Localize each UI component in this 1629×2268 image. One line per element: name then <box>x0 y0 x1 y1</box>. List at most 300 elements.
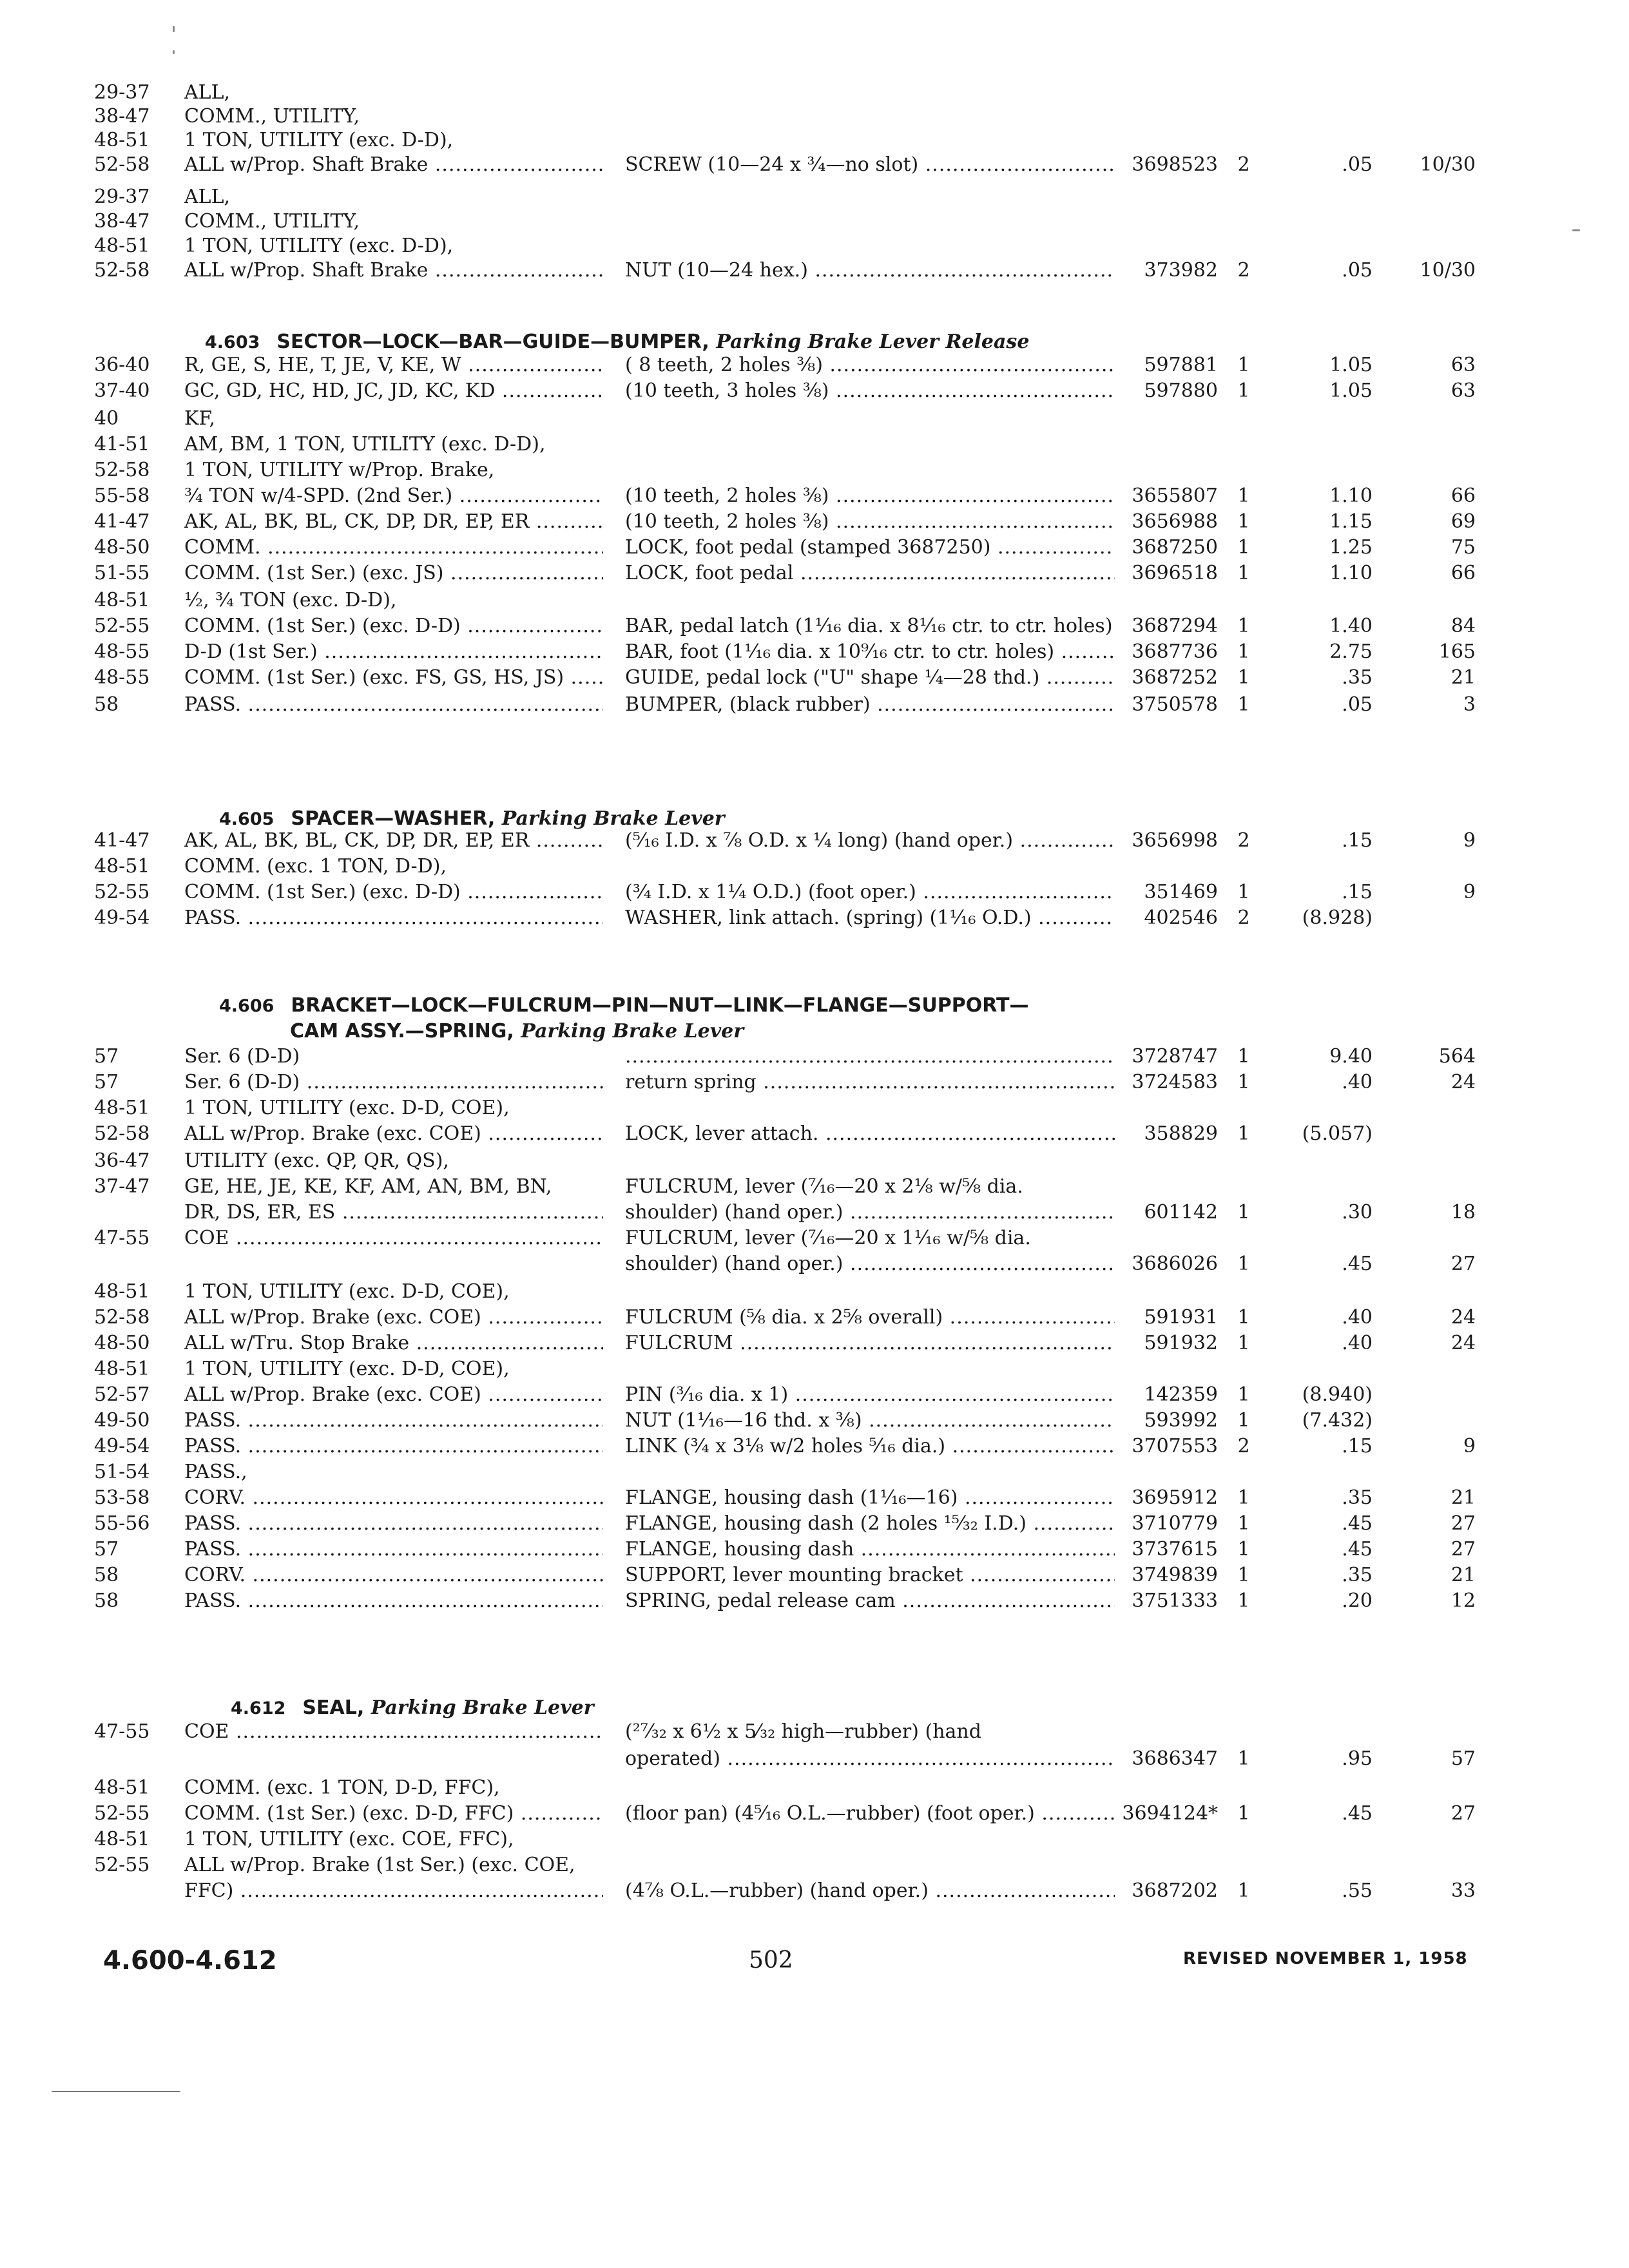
dealer-price-cell: 63 <box>1451 380 1476 402</box>
models-cell: PASS. ..... <box>184 1433 603 1460</box>
part-number-cell: 3656988 <box>1132 510 1218 533</box>
dealer-price-cell: 24 <box>1451 1332 1476 1354</box>
models-cell: COMM. (exc. 1 TON, D-D, FFC), <box>184 1776 500 1799</box>
years-cell: 55-56 <box>94 1512 150 1535</box>
models-cell: ALL, <box>184 81 231 104</box>
list-price-cell: (7.432) <box>1302 1409 1373 1432</box>
part-number-cell: 597881 <box>1144 354 1218 376</box>
scan-speck <box>173 50 175 54</box>
parts-row <box>0 560 1629 587</box>
section-number: 4.603 <box>205 332 260 352</box>
section-number: 4.612 <box>231 1698 286 1718</box>
description-cell: (¾ I.D. x 1¼ O.D.) (foot oper.) ..... <box>625 879 1115 906</box>
quantity-cell: 1 <box>1237 1306 1250 1329</box>
years-cell: 49-54 <box>94 1435 150 1457</box>
part-number-cell: 351469 <box>1144 881 1218 903</box>
description-cell: PIN (³⁄₁₆ dia. x 1) ..... <box>625 1381 1115 1408</box>
models-cell: Ser. 6 (D-D) <box>184 1045 300 1068</box>
quantity-cell: 1 <box>1237 354 1250 376</box>
part-number-cell: 3724583 <box>1132 1071 1218 1093</box>
models-cell: COMM. (1st Ser.) (exc. JS) ..... <box>184 560 603 587</box>
quantity-cell: 2 <box>1237 259 1250 282</box>
parts-row <box>0 1173 1629 1200</box>
parts-row <box>0 257 1629 284</box>
years-cell: 48-51 <box>94 589 150 611</box>
dealer-price-cell: 564 <box>1438 1045 1476 1068</box>
list-price-cell: .15 <box>1342 1435 1373 1457</box>
models-cell: AM, BM, 1 TON, UTILITY (exc. D-D), <box>184 433 546 456</box>
years-cell: 57 <box>94 1538 119 1561</box>
description-cell: (4⅞ O.L.—rubber) (hand oper.) ..... <box>625 1878 1115 1905</box>
part-number-cell: 373982 <box>1144 259 1218 282</box>
section-subtitle: Parking Brake Lever Release <box>716 331 1030 353</box>
parts-row <box>0 1251 1629 1278</box>
parts-row <box>0 127 1629 154</box>
part-number-cell: 3687252 <box>1132 666 1218 689</box>
years-cell: 48-51 <box>94 129 150 151</box>
models-cell: ALL w/Prop. Brake (exc. COE) ..... <box>184 1120 603 1148</box>
dealer-price-cell: 66 <box>1451 485 1476 507</box>
list-price-cell: .30 <box>1342 1201 1373 1224</box>
years-cell: 48-50 <box>94 536 150 559</box>
models-cell: ALL w/Tru. Stop Brake ..... <box>184 1330 603 1357</box>
description-cell: (²⁷⁄₃₂ x 6½ x 5⁄₃₂ high—rubber) (hand <box>625 1720 981 1743</box>
years-cell: 48-51 <box>94 1358 150 1380</box>
list-price-cell: .40 <box>1342 1071 1373 1093</box>
parts-row <box>0 1562 1629 1589</box>
quantity-cell: 1 <box>1237 1747 1250 1770</box>
models-cell: ALL w/Prop. Brake (1st Ser.) (exc. COE, <box>184 1854 575 1876</box>
years-cell: 47-55 <box>94 1227 150 1249</box>
part-number-cell: 3686347 <box>1132 1747 1218 1770</box>
years-cell: 48-51 <box>94 1097 150 1119</box>
years-cell: 48-55 <box>94 640 150 663</box>
part-number-cell: 591932 <box>1144 1332 1218 1354</box>
parts-row <box>0 1069 1629 1096</box>
list-price-cell: 1.05 <box>1329 354 1373 376</box>
list-price-cell: 1.25 <box>1329 536 1373 559</box>
revised-date: REVISED NOVEMBER 1, 1958 <box>1183 1949 1468 1968</box>
quantity-cell: 1 <box>1237 1253 1250 1275</box>
quantity-cell: 1 <box>1237 485 1250 507</box>
description-cell: SPRING, pedal release cam ..... <box>625 1588 1115 1615</box>
parts-row <box>0 1225 1629 1252</box>
years-cell: 58 <box>94 1564 119 1586</box>
description-cell: LOCK, lever attach. ..... <box>625 1120 1115 1148</box>
part-number-cell: 3710779 <box>1132 1512 1218 1535</box>
quantity-cell: 1 <box>1237 1538 1250 1561</box>
years-cell: 41-47 <box>94 510 150 533</box>
years-cell: 52-55 <box>94 1802 150 1825</box>
quantity-cell: 1 <box>1237 1045 1250 1068</box>
part-number-cell: 3737615 <box>1132 1538 1218 1561</box>
years-cell: 52-55 <box>94 881 150 903</box>
parts-row <box>0 378 1629 405</box>
years-cell: 48-51 <box>94 855 150 878</box>
part-number-cell: 601142 <box>1144 1201 1218 1224</box>
models-cell: CORV. ..... <box>184 1485 603 1512</box>
years-cell: 48-51 <box>94 1828 150 1850</box>
years-cell: 57 <box>94 1071 119 1093</box>
models-cell: 1 TON, UTILITY (exc. COE, FFC), <box>184 1828 514 1850</box>
part-number-cell: 3750578 <box>1132 693 1218 716</box>
models-cell: PASS. ..... <box>184 1407 603 1434</box>
dealer-price-cell: 75 <box>1451 536 1476 559</box>
list-price-cell: (8.928) <box>1302 907 1373 929</box>
models-cell: COMM. (1st Ser.) (exc. D-D) ..... <box>184 613 603 640</box>
models-cell: ALL w/Prop. Shaft Brake ..... <box>184 257 603 284</box>
models-cell: R, GE, S, HE, T, JE, V, KE, W ..... <box>184 352 603 379</box>
years-cell: 55-58 <box>94 485 150 507</box>
parts-row <box>0 1433 1629 1460</box>
list-price-cell: .35 <box>1342 666 1373 689</box>
dealer-price-cell: 66 <box>1451 562 1476 584</box>
parts-row <box>0 208 1629 235</box>
description-cell: LINK (¾ x 3⅛ w/2 holes ⁵⁄₁₆ dia.) ..... <box>625 1433 1115 1460</box>
quantity-cell: 1 <box>1237 536 1250 559</box>
models-cell: ALL, <box>184 186 231 208</box>
years-cell: 48-50 <box>94 1332 150 1354</box>
scan-speck <box>1572 229 1580 231</box>
part-number-cell: 3707553 <box>1132 1435 1218 1457</box>
list-price-cell: 1.15 <box>1329 510 1373 533</box>
section-title-line2: CAM ASSY.—SPRING, <box>290 1020 514 1043</box>
years-cell: 52-58 <box>94 1306 150 1329</box>
parts-row <box>0 1800 1629 1827</box>
list-price-cell: .20 <box>1342 1590 1373 1612</box>
section-subtitle: Parking Brake Lever <box>371 1696 594 1719</box>
years-cell: 52-55 <box>94 1854 150 1876</box>
description-cell: FLANGE, housing dash (2 holes ¹⁵⁄₃₂ I.D.) ..... <box>625 1510 1115 1537</box>
models-cell: PASS. ..... <box>184 1510 603 1537</box>
list-price-cell: 1.40 <box>1329 615 1373 637</box>
parts-row <box>0 1852 1629 1879</box>
dealer-price-cell: 18 <box>1451 1201 1476 1224</box>
parts-row <box>0 184 1629 211</box>
parts-row <box>0 879 1629 906</box>
description-cell: operated) ..... <box>625 1745 1115 1773</box>
parts-row <box>0 905 1629 932</box>
models-cell: COMM. (1st Ser.) (exc. D-D) ..... <box>184 879 603 906</box>
years-cell: 37-47 <box>94 1175 150 1198</box>
dealer-price-cell: 27 <box>1451 1802 1476 1825</box>
models-cell: 1 TON, UTILITY (exc. D-D), <box>184 129 454 151</box>
description-cell: (10 teeth, 2 holes ⅜) ..... <box>625 483 1115 510</box>
years-cell: 52-58 <box>94 1122 150 1145</box>
parts-row <box>0 1745 1629 1773</box>
quantity-cell: 2 <box>1237 153 1250 176</box>
years-cell: 53-58 <box>94 1486 150 1509</box>
years-cell: 38-47 <box>94 210 150 233</box>
models-cell: D-D (1st Ser.) ..... <box>184 639 603 666</box>
models-cell: COMM., UTILITY, <box>184 210 360 233</box>
parts-row <box>0 483 1629 510</box>
part-number-cell: 3687202 <box>1132 1879 1218 1902</box>
years-cell: 36-40 <box>94 354 150 376</box>
parts-row <box>0 587 1629 614</box>
page-number: 502 <box>749 1947 793 1974</box>
section-number: 4.606 <box>219 996 275 1016</box>
list-price-cell: .95 <box>1342 1747 1373 1770</box>
parts-row <box>0 431 1629 458</box>
description-cell: (floor pan) (4⁵⁄₁₆ O.L.—rubber) (foot oper.) ..... <box>625 1800 1115 1827</box>
quantity-cell: 2 <box>1237 829 1250 852</box>
list-price-cell: (8.940) <box>1302 1383 1373 1406</box>
quantity-cell: 1 <box>1237 380 1250 402</box>
description-cell: (10 teeth, 2 holes ⅜) ..... <box>625 508 1115 535</box>
models-cell: PASS., <box>184 1461 247 1483</box>
list-price-cell: .15 <box>1342 829 1373 852</box>
list-price-cell: 1.10 <box>1329 485 1373 507</box>
dealer-price-cell: 10/30 <box>1420 259 1476 282</box>
quantity-cell: 1 <box>1237 1802 1250 1825</box>
description-cell: LOCK, foot pedal (stamped 3687250) ..... <box>625 534 1115 561</box>
dealer-price-cell: 69 <box>1451 510 1476 533</box>
scan-speck <box>173 26 175 32</box>
dealer-price-cell: 9 <box>1463 1435 1476 1457</box>
list-price-cell: .35 <box>1342 1564 1373 1586</box>
dealer-price-cell: 10/30 <box>1420 153 1476 176</box>
years-cell: 52-57 <box>94 1383 150 1406</box>
parts-row <box>0 1043 1629 1070</box>
list-price-cell: .45 <box>1342 1253 1373 1275</box>
years-cell: 48-51 <box>94 1776 150 1799</box>
part-number-cell: 3751333 <box>1132 1590 1218 1612</box>
section-range: 4.600-4.612 <box>103 1946 277 1975</box>
parts-row <box>0 639 1629 666</box>
dealer-price-cell: 9 <box>1463 881 1476 903</box>
dealer-price-cell: 21 <box>1451 1486 1476 1509</box>
quantity-cell: 1 <box>1237 1512 1250 1535</box>
years-cell: 51-54 <box>94 1461 150 1483</box>
models-cell: PASS. ..... <box>184 905 603 932</box>
section-title: BRACKET—LOCK—FULCRUM—PIN—NUT—LINK—FLANGE—SUPPORT— <box>291 994 1029 1017</box>
quantity-cell: 1 <box>1237 510 1250 533</box>
parts-row <box>0 691 1629 718</box>
dealer-price-cell: 27 <box>1451 1253 1476 1275</box>
list-price-cell: 1.10 <box>1329 562 1373 584</box>
parts-row <box>0 827 1629 854</box>
models-cell: UTILITY (exc. QP, QR, QS), <box>184 1149 449 1172</box>
description-cell: NUT (10—24 hex.) ..... <box>625 257 1115 284</box>
description-cell: FULCRUM (⅝ dia. x 2⅝ overall) ..... <box>625 1304 1115 1331</box>
models-cell: ¾ TON w/4-SPD. (2nd Ser.) ..... <box>184 483 603 510</box>
description-cell: SCREW (10—24 x ¾—no slot) ..... <box>625 151 1115 178</box>
years-cell: 52-58 <box>94 459 150 481</box>
years-cell: 48-51 <box>94 235 150 257</box>
section-number: 4.605 <box>219 809 275 829</box>
part-number-cell: 3687736 <box>1132 640 1218 663</box>
quantity-cell: 1 <box>1237 1564 1250 1586</box>
description-cell: (10 teeth, 3 holes ⅜) ..... <box>625 378 1115 405</box>
years-cell: 58 <box>94 693 119 716</box>
part-number-cell: 3655807 <box>1132 485 1218 507</box>
models-cell: COMM. (1st Ser.) (exc. D-D, FFC) ..... <box>184 1800 603 1827</box>
section-subtitle: Parking Brake Lever <box>501 807 725 830</box>
models-cell: PASS. ..... <box>184 691 603 718</box>
part-number-cell: 3728747 <box>1132 1045 1218 1068</box>
parts-row <box>0 1718 1629 1745</box>
description-cell: shoulder) (hand oper.) ..... <box>625 1251 1115 1278</box>
quantity-cell: 1 <box>1237 562 1250 584</box>
models-cell: ALL w/Prop. Shaft Brake ..... <box>184 151 603 178</box>
years-cell: 52-58 <box>94 153 150 176</box>
section-subtitle: Parking Brake Lever <box>521 1020 744 1043</box>
parts-row <box>0 664 1629 691</box>
years-cell: 57 <box>94 1045 119 1068</box>
quantity-cell: 1 <box>1237 666 1250 689</box>
quantity-cell: 1 <box>1237 1590 1250 1612</box>
part-number-cell: 402546 <box>1144 907 1218 929</box>
parts-row <box>0 1485 1629 1512</box>
quantity-cell: 2 <box>1237 907 1250 929</box>
years-cell: 58 <box>94 1590 119 1612</box>
quantity-cell: 1 <box>1237 640 1250 663</box>
part-number-cell: 593992 <box>1144 1409 1218 1432</box>
models-cell: Ser. 6 (D-D) ..... <box>184 1069 603 1096</box>
years-cell: 29-37 <box>94 186 150 208</box>
models-cell: FFC) ..... <box>184 1878 603 1905</box>
section-title: SPACER—WASHER, <box>291 807 496 830</box>
parts-row <box>0 1199 1629 1226</box>
years-cell: 37-40 <box>94 380 150 402</box>
list-price-cell: .45 <box>1342 1538 1373 1561</box>
description-cell: BUMPER, (black rubber) ..... <box>625 691 1115 718</box>
models-cell: CORV. ..... <box>184 1562 603 1589</box>
list-price-cell: .15 <box>1342 881 1373 903</box>
models-cell: KF, <box>184 407 216 430</box>
quantity-cell: 1 <box>1237 1332 1250 1354</box>
parts-row <box>0 1356 1629 1383</box>
dealer-price-cell: 165 <box>1438 640 1476 663</box>
parts-row <box>0 79 1629 106</box>
dealer-price-cell: 27 <box>1451 1538 1476 1561</box>
years-cell: 48-55 <box>94 666 150 689</box>
models-cell: GE, HE, JE, KE, KF, AM, AN, BM, BN, <box>184 1175 552 1198</box>
description-cell: ( 8 teeth, 2 holes ⅜) ..... <box>625 352 1115 379</box>
quantity-cell: 1 <box>1237 615 1250 637</box>
years-cell: 36-47 <box>94 1149 150 1172</box>
parts-row <box>0 508 1629 535</box>
years-cell: 48-51 <box>94 1280 150 1303</box>
dealer-price-cell: 21 <box>1451 666 1476 689</box>
parts-row <box>0 534 1629 561</box>
models-cell: 1 TON, UTILITY (exc. D-D, COE), <box>184 1280 510 1303</box>
parts-row <box>0 103 1629 130</box>
years-cell: 29-37 <box>94 81 150 104</box>
dealer-price-cell: 21 <box>1451 1564 1476 1586</box>
years-cell: 38-47 <box>94 105 150 128</box>
years-cell: 49-50 <box>94 1409 150 1432</box>
parts-row <box>0 1120 1629 1148</box>
list-price-cell: .35 <box>1342 1486 1373 1509</box>
list-price-cell: (5.057) <box>1302 1122 1373 1145</box>
parts-row <box>0 1278 1629 1305</box>
list-price-cell: .40 <box>1342 1306 1373 1329</box>
part-number-cell: 3687250 <box>1132 536 1218 559</box>
parts-row <box>0 1304 1629 1331</box>
years-cell: 51-55 <box>94 562 150 584</box>
parts-row <box>0 233 1629 260</box>
list-price-cell: 1.05 <box>1329 380 1373 402</box>
parts-row <box>0 1148 1629 1175</box>
scan-speck <box>52 2091 180 2092</box>
part-number-cell: 3656998 <box>1132 829 1218 852</box>
description-cell <box>625 1043 1115 1070</box>
section-title: SEAL, <box>302 1696 365 1719</box>
models-cell: COMM. ..... <box>184 534 603 561</box>
part-number-cell: 597880 <box>1144 380 1218 402</box>
parts-row <box>0 1510 1629 1537</box>
description-cell: LOCK, foot pedal ..... <box>625 560 1115 587</box>
parts-row <box>0 1381 1629 1408</box>
description-cell: return spring ..... <box>625 1069 1115 1096</box>
description-cell: FLANGE, housing dash ..... <box>625 1536 1115 1563</box>
quantity-cell: 1 <box>1237 1383 1250 1406</box>
parts-row <box>0 1459 1629 1486</box>
part-number-cell: 142359 <box>1144 1383 1218 1406</box>
description-cell: FLANGE, housing dash (1⅟₁₆—16) ..... <box>625 1485 1115 1512</box>
parts-row <box>0 1774 1629 1802</box>
list-price-cell: 9.40 <box>1329 1045 1373 1068</box>
description-cell: shoulder) (hand oper.) ..... <box>625 1199 1115 1226</box>
models-cell: COE ..... <box>184 1225 603 1252</box>
list-price-cell: .05 <box>1342 693 1373 716</box>
section-heading <box>219 992 1028 1020</box>
years-cell: 49-54 <box>94 907 150 929</box>
parts-row <box>0 1095 1629 1122</box>
dealer-price-cell: 84 <box>1451 615 1476 637</box>
quantity-cell: 1 <box>1237 881 1250 903</box>
dealer-price-cell: 12 <box>1451 1590 1476 1612</box>
years-cell: 41-51 <box>94 433 150 456</box>
dealer-price-cell: 63 <box>1451 354 1476 376</box>
quantity-cell: 1 <box>1237 1879 1250 1902</box>
description-cell: GUIDE, pedal lock ("U" shape ¼—28 thd.) ..... <box>625 664 1115 691</box>
models-cell: COE ..... <box>184 1718 603 1745</box>
years-cell: 41-47 <box>94 829 150 852</box>
list-price-cell: .40 <box>1342 1332 1373 1354</box>
parts-row <box>0 352 1629 379</box>
section-heading-continued <box>290 1018 744 1045</box>
years-cell: 52-55 <box>94 615 150 637</box>
part-number-cell: 3687294 <box>1132 615 1218 637</box>
parts-row <box>0 1536 1629 1563</box>
models-cell: AK, AL, BK, BL, CK, DP, DR, EP, ER ..... <box>184 508 603 535</box>
quantity-cell: 1 <box>1237 1201 1250 1224</box>
models-cell: 1 TON, UTILITY (exc. D-D, COE), <box>184 1097 510 1119</box>
part-number-cell: 3695912 <box>1132 1486 1218 1509</box>
models-cell: GC, GD, HC, HD, JC, JD, KC, KD ..... <box>184 378 603 405</box>
part-number-cell: 3698523 <box>1132 153 1218 176</box>
quantity-cell: 1 <box>1237 1486 1250 1509</box>
models-cell: 1 TON, UTILITY (exc. D-D), <box>184 235 454 257</box>
models-cell: DR, DS, ER, ES ..... <box>184 1199 603 1226</box>
description-cell: BAR, pedal latch (1⅟₁₆ dia. x 8⅟₁₆ ctr. to ctr. holes) ..... <box>625 613 1115 640</box>
parts-row <box>0 405 1629 432</box>
part-number-cell: 591931 <box>1144 1306 1218 1329</box>
models-cell: ALL w/Prop. Brake (exc. COE) ..... <box>184 1304 603 1331</box>
dealer-price-cell: 3 <box>1463 693 1476 716</box>
dealer-price-cell: 57 <box>1451 1747 1476 1770</box>
parts-row <box>0 1588 1629 1615</box>
part-number-cell: 3686026 <box>1132 1253 1218 1275</box>
description-cell: FULCRUM ..... <box>625 1330 1115 1357</box>
parts-row <box>0 457 1629 484</box>
dealer-price-cell: 24 <box>1451 1306 1476 1329</box>
list-price-cell: .45 <box>1342 1802 1373 1825</box>
models-cell: COMM. (1st Ser.) (exc. FS, GS, HS, JS) ..... <box>184 664 603 691</box>
